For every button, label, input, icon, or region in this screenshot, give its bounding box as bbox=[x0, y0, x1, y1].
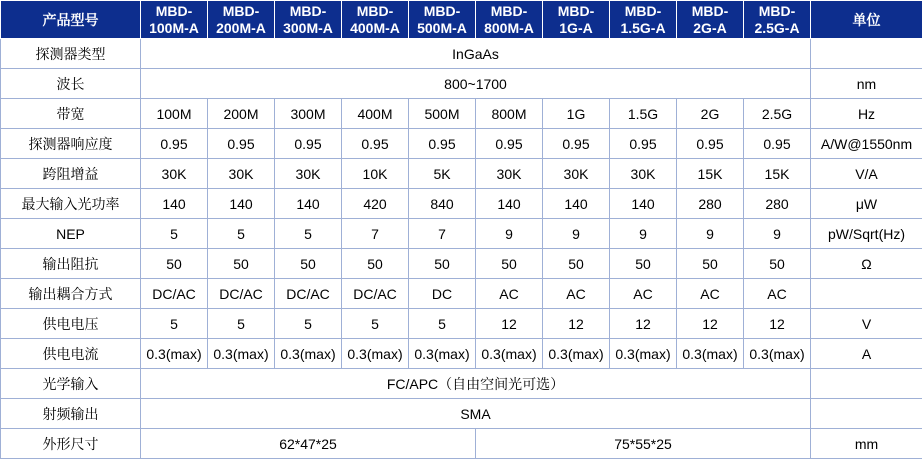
value-cell: 50 bbox=[342, 249, 409, 279]
row-label: 供电电流 bbox=[1, 339, 141, 369]
merged-value-cell: SMA bbox=[141, 399, 811, 429]
unit-cell bbox=[811, 39, 922, 69]
model-header bbox=[275, 1, 342, 39]
row-label: 波长 bbox=[1, 69, 141, 99]
value-cell: 5 bbox=[208, 309, 275, 339]
model-suffix: 300M-A bbox=[283, 19, 333, 36]
value-cell: 0.95 bbox=[208, 129, 275, 159]
header-row bbox=[1, 1, 922, 39]
model-suffix: 100M-A bbox=[149, 19, 199, 36]
value-cell: 840 bbox=[409, 189, 476, 219]
row-label: 供电电压 bbox=[1, 309, 141, 339]
value-cell: 15K bbox=[677, 159, 744, 189]
model-suffix: 400M-A bbox=[350, 19, 400, 36]
value-cell: 30K bbox=[543, 159, 610, 189]
value-cell: 0.95 bbox=[543, 129, 610, 159]
value-cell: 50 bbox=[275, 249, 342, 279]
value-cell: 0.3(max) bbox=[543, 339, 610, 369]
value-cell: 420 bbox=[342, 189, 409, 219]
value-cell: 300M bbox=[275, 99, 342, 129]
unit-cell: A bbox=[811, 339, 922, 369]
value-cell: 0.3(max) bbox=[476, 339, 543, 369]
row-label: 射频输出 bbox=[1, 399, 141, 429]
value-cell: 50 bbox=[744, 249, 811, 279]
value-cell: 12 bbox=[476, 309, 543, 339]
value-cell: 30K bbox=[476, 159, 543, 189]
value-cell: AC bbox=[543, 279, 610, 309]
merged-value-cell: 75*55*25 bbox=[476, 429, 811, 459]
value-cell: 30K bbox=[275, 159, 342, 189]
value-cell: 140 bbox=[476, 189, 543, 219]
row-label: 最大输入光功率 bbox=[1, 189, 141, 219]
value-cell: 50 bbox=[141, 249, 208, 279]
row-label: 输出阻抗 bbox=[1, 249, 141, 279]
value-cell: 9 bbox=[610, 219, 677, 249]
value-cell: 12 bbox=[610, 309, 677, 339]
value-cell: 0.3(max) bbox=[610, 339, 677, 369]
row-label: 探测器类型 bbox=[1, 39, 141, 69]
model-header bbox=[141, 1, 208, 39]
value-cell: DC/AC bbox=[141, 279, 208, 309]
unit-cell: V bbox=[811, 309, 922, 339]
unit-cell bbox=[811, 369, 922, 399]
unit-header: 单位 bbox=[811, 1, 922, 39]
value-cell: DC bbox=[409, 279, 476, 309]
value-cell: 50 bbox=[543, 249, 610, 279]
value-cell: 50 bbox=[476, 249, 543, 279]
row-bandwidth bbox=[1, 99, 922, 129]
value-cell: 2G bbox=[677, 99, 744, 129]
row-optical-input bbox=[1, 369, 922, 399]
value-cell: 0.3(max) bbox=[141, 339, 208, 369]
value-cell: 7 bbox=[342, 219, 409, 249]
model-suffix: 500M-A bbox=[417, 19, 467, 36]
value-cell: 15K bbox=[744, 159, 811, 189]
value-cell: 5 bbox=[409, 309, 476, 339]
value-cell: 5 bbox=[275, 309, 342, 339]
row-responsivity bbox=[1, 129, 922, 159]
value-cell: 50 bbox=[409, 249, 476, 279]
unit-cell: Ω bbox=[811, 249, 922, 279]
unit-cell bbox=[811, 399, 922, 429]
value-cell: 100M bbox=[141, 99, 208, 129]
value-cell: 0.95 bbox=[342, 129, 409, 159]
model-suffix: 800M-A bbox=[484, 19, 534, 36]
model-prefix: MBD- bbox=[155, 2, 193, 19]
model-header bbox=[342, 1, 409, 39]
value-cell: AC bbox=[744, 279, 811, 309]
value-cell: 140 bbox=[141, 189, 208, 219]
merged-value-cell: FC/APC（自由空间光可选） bbox=[141, 369, 811, 399]
model-header bbox=[610, 1, 677, 39]
value-cell: 140 bbox=[543, 189, 610, 219]
model-suffix: 2.5G-A bbox=[754, 19, 800, 36]
value-cell: 0.95 bbox=[476, 129, 543, 159]
value-cell: 5 bbox=[141, 219, 208, 249]
value-cell: 5 bbox=[208, 219, 275, 249]
model-prefix: MBD- bbox=[423, 2, 461, 19]
model-header bbox=[476, 1, 543, 39]
value-cell: 0.95 bbox=[409, 129, 476, 159]
row-output-coupling bbox=[1, 279, 922, 309]
value-cell: 9 bbox=[744, 219, 811, 249]
model-suffix: 1G-A bbox=[559, 19, 593, 36]
unit-cell: A/W@1550nm bbox=[811, 129, 922, 159]
unit-cell: μW bbox=[811, 189, 922, 219]
merged-value-cell: InGaAs bbox=[141, 39, 811, 69]
value-cell: 50 bbox=[677, 249, 744, 279]
value-cell: 0.3(max) bbox=[409, 339, 476, 369]
value-cell: 140 bbox=[208, 189, 275, 219]
row-label: 光学输入 bbox=[1, 369, 141, 399]
value-cell: 30K bbox=[208, 159, 275, 189]
value-cell: 5 bbox=[141, 309, 208, 339]
value-cell: 10K bbox=[342, 159, 409, 189]
value-cell: 280 bbox=[677, 189, 744, 219]
value-cell: 800M bbox=[476, 99, 543, 129]
row-wavelength bbox=[1, 69, 922, 99]
row-detector-type bbox=[1, 39, 922, 69]
row-output-impedance bbox=[1, 249, 922, 279]
value-cell: 30K bbox=[141, 159, 208, 189]
model-prefix: MBD- bbox=[222, 2, 260, 19]
value-cell: 50 bbox=[610, 249, 677, 279]
row-transimpedance-gain bbox=[1, 159, 922, 189]
merged-value-cell: 62*47*25 bbox=[141, 429, 476, 459]
unit-cell: pW/Sqrt(Hz) bbox=[811, 219, 922, 249]
value-cell: 140 bbox=[610, 189, 677, 219]
row-label: 外形尺寸 bbox=[1, 429, 141, 459]
value-cell: 9 bbox=[677, 219, 744, 249]
value-cell: 0.95 bbox=[610, 129, 677, 159]
row-label: 输出耦合方式 bbox=[1, 279, 141, 309]
value-cell: 0.3(max) bbox=[208, 339, 275, 369]
value-cell: 0.95 bbox=[744, 129, 811, 159]
value-cell: 280 bbox=[744, 189, 811, 219]
model-prefix: MBD- bbox=[624, 2, 662, 19]
value-cell: 500M bbox=[409, 99, 476, 129]
value-cell: 12 bbox=[744, 309, 811, 339]
unit-cell: nm bbox=[811, 69, 922, 99]
row-nep bbox=[1, 219, 922, 249]
value-cell: 200M bbox=[208, 99, 275, 129]
row-supply-voltage bbox=[1, 309, 922, 339]
value-cell: 9 bbox=[543, 219, 610, 249]
value-cell: 0.3(max) bbox=[275, 339, 342, 369]
value-cell: 1G bbox=[543, 99, 610, 129]
unit-cell: V/A bbox=[811, 159, 922, 189]
model-prefix: MBD- bbox=[490, 2, 528, 19]
model-prefix: MBD- bbox=[758, 2, 796, 19]
value-cell: AC bbox=[677, 279, 744, 309]
model-header bbox=[744, 1, 811, 39]
row-dimensions bbox=[1, 429, 922, 459]
value-cell: 0.3(max) bbox=[342, 339, 409, 369]
model-header bbox=[409, 1, 476, 39]
model-header bbox=[543, 1, 610, 39]
value-cell: 2.5G bbox=[744, 99, 811, 129]
model-prefix: MBD- bbox=[356, 2, 394, 19]
value-cell: 5K bbox=[409, 159, 476, 189]
model-header bbox=[677, 1, 744, 39]
value-cell: 400M bbox=[342, 99, 409, 129]
row-rf-output bbox=[1, 399, 922, 429]
value-cell: 50 bbox=[208, 249, 275, 279]
row-label: NEP bbox=[1, 219, 141, 249]
model-suffix: 200M-A bbox=[216, 19, 266, 36]
unit-cell: mm bbox=[811, 429, 922, 459]
value-cell: 5 bbox=[275, 219, 342, 249]
value-cell: 9 bbox=[476, 219, 543, 249]
param-header: 产品型号 bbox=[1, 1, 141, 39]
value-cell: AC bbox=[610, 279, 677, 309]
row-label: 跨阻增益 bbox=[1, 159, 141, 189]
row-label: 带宽 bbox=[1, 99, 141, 129]
value-cell: 0.95 bbox=[677, 129, 744, 159]
value-cell: 140 bbox=[275, 189, 342, 219]
value-cell: 12 bbox=[543, 309, 610, 339]
unit-cell: Hz bbox=[811, 99, 922, 129]
value-cell: 0.3(max) bbox=[744, 339, 811, 369]
model-prefix: MBD- bbox=[289, 2, 327, 19]
value-cell: 0.3(max) bbox=[677, 339, 744, 369]
value-cell: 30K bbox=[610, 159, 677, 189]
value-cell: 5 bbox=[342, 309, 409, 339]
model-suffix: 1.5G-A bbox=[620, 19, 666, 36]
value-cell: AC bbox=[476, 279, 543, 309]
unit-cell bbox=[811, 279, 922, 309]
merged-value-cell: 800~1700 bbox=[141, 69, 811, 99]
value-cell: DC/AC bbox=[342, 279, 409, 309]
value-cell: 0.95 bbox=[141, 129, 208, 159]
value-cell: DC/AC bbox=[275, 279, 342, 309]
value-cell: 12 bbox=[677, 309, 744, 339]
model-prefix: MBD- bbox=[691, 2, 729, 19]
value-cell: 0.95 bbox=[275, 129, 342, 159]
value-cell: 7 bbox=[409, 219, 476, 249]
value-cell: 1.5G bbox=[610, 99, 677, 129]
value-cell: DC/AC bbox=[208, 279, 275, 309]
model-header bbox=[208, 1, 275, 39]
model-prefix: MBD- bbox=[557, 2, 595, 19]
row-max-input-power bbox=[1, 189, 922, 219]
row-label: 探测器响应度 bbox=[1, 129, 141, 159]
model-suffix: 2G-A bbox=[693, 19, 727, 36]
row-supply-current bbox=[1, 339, 922, 369]
